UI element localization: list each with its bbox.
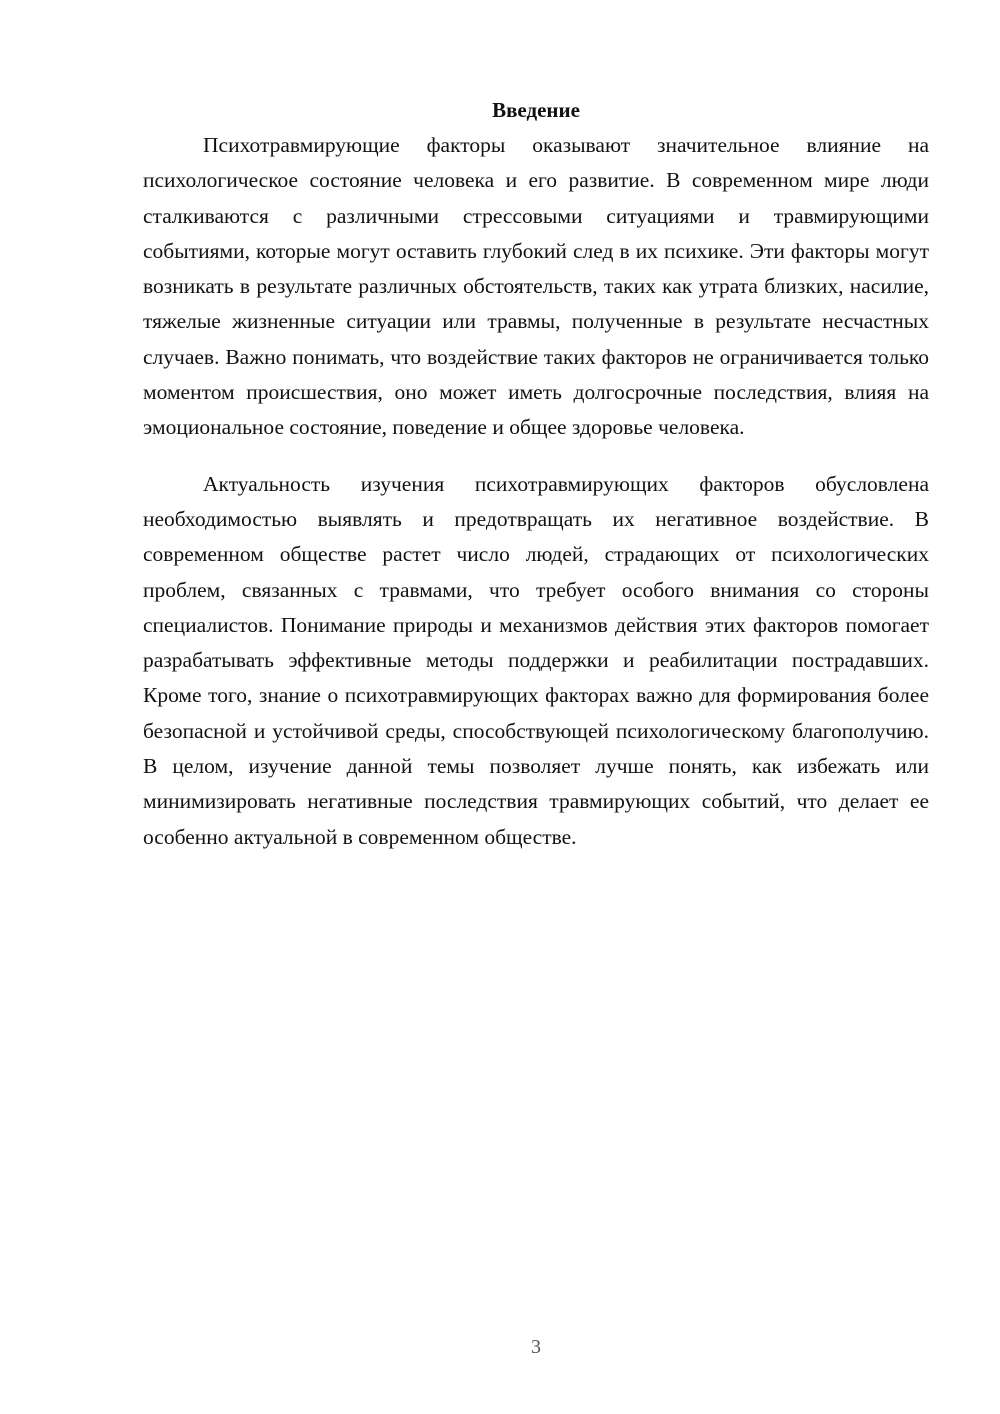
paragraph-intro: Психотравмирующие факторы оказывают значительное влияние на психологическое состояние человека и его развитие. В современном мире люди сталкиваются с различными стрессовыми ситуациями и травмирующими событиями, которые могут оставить глубокий след в их психике. Эти факторы могут возникать в результате различных обстоятельств, таких как утрата близких, насилие, тяжелые жизненные ситуации или травмы, полученные в результате несчастных случаев. Важно понимать, что воздействие таких факторов не ограничивается только моментом происшествия, оно может иметь долгосрочные последствия, влияя на эмоциональное состояние, поведение и общее здоровье человека. xyxy=(143,133,929,440)
page-content xyxy=(143,93,929,855)
paragraph-relevance: Актуальность изучения психотравмирующих факторов обусловлена необходимостью выявлять и предотвращать их негативное воздействие. В современном обществе растет число людей, страдающих от психологических проблем, связанных с травмами, что требует особого внимания со стороны специалистов. Понимание природы и механизмов действия этих факторов помогает разрабатывать эффективные методы поддержки и реабилитации пострадавших. Кроме того, знание о психотравмирующих факторах важно для формирования более безопасной и устойчивой среды, способствующей психологическому благополучию. В целом, изучение данной темы позволяет лучше понять, как избежать или минимизировать негативные последствия травмирующих событий, что делает ее особенно актуальной в современном обществе. xyxy=(143,471,929,849)
page-number: 3 xyxy=(531,1336,541,1358)
section-heading: Введение xyxy=(492,98,580,122)
